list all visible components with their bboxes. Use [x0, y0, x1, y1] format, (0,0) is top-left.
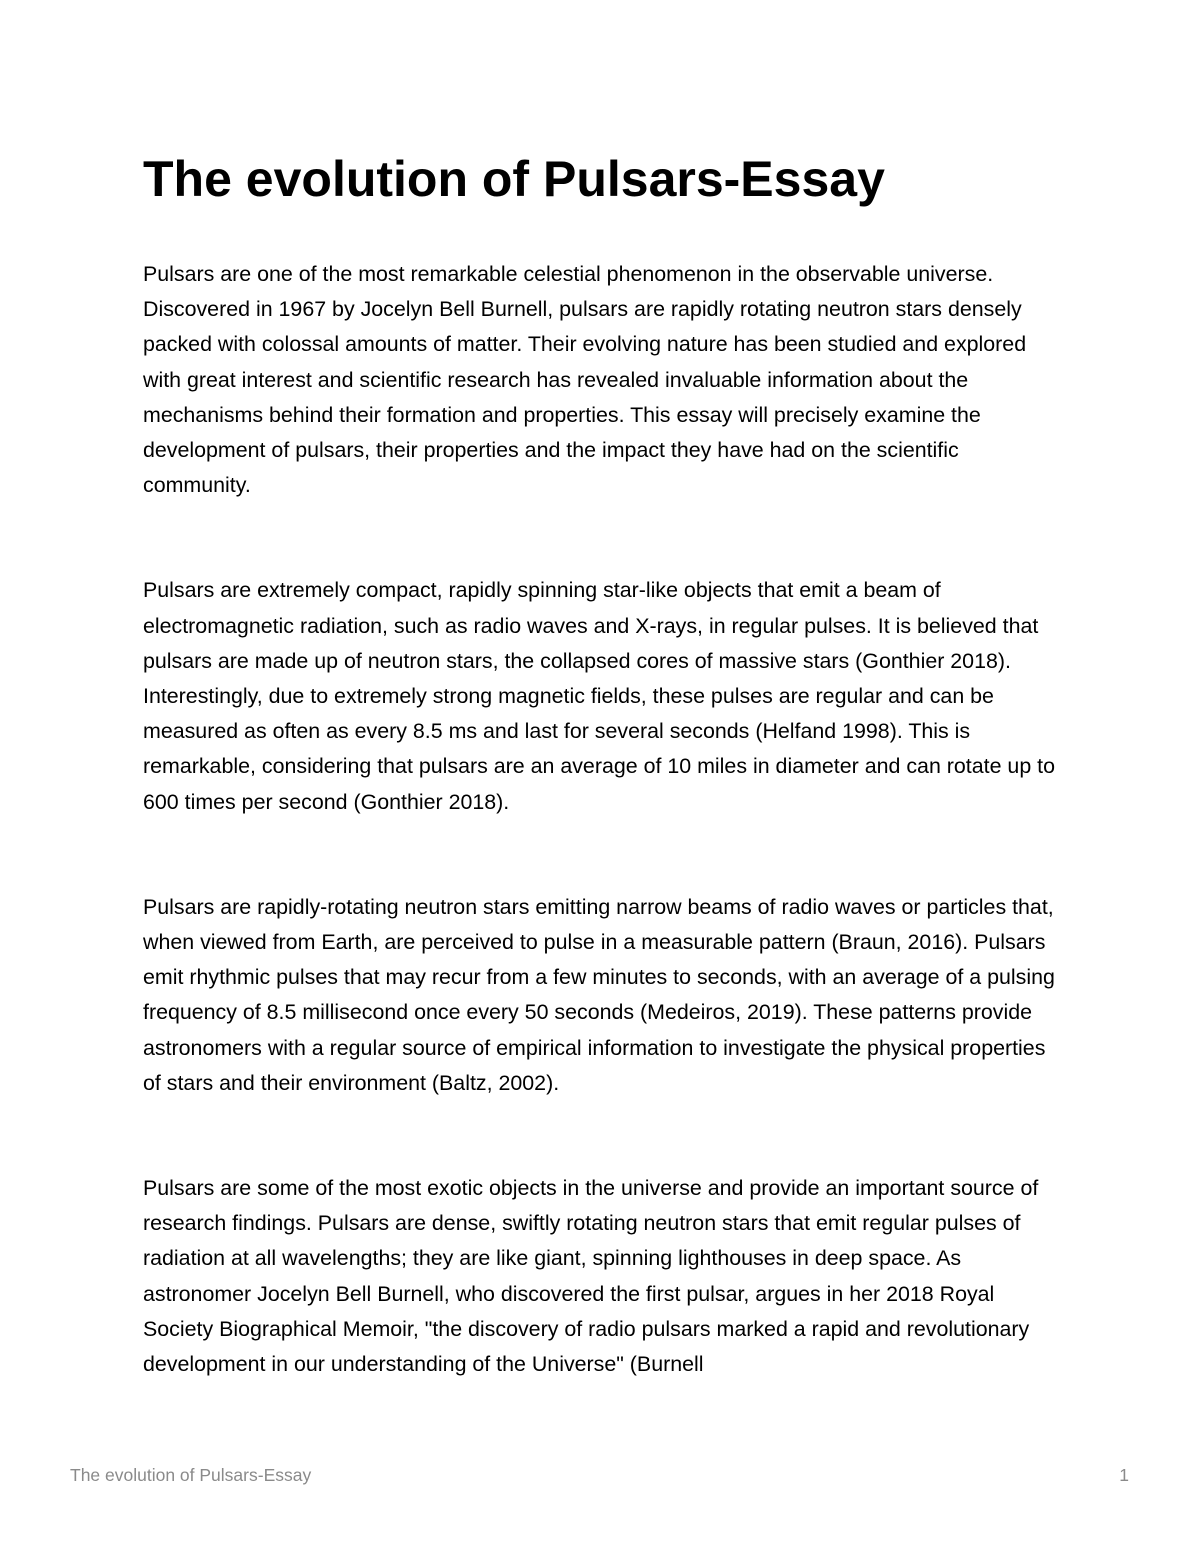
- paragraph-2: Pulsars are extremely compact, rapidly spinning star-like objects that emit a beam of electromagnetic radiation, such as radio waves and X-rays, in regular pulses. It is believed that pulsars are made up of neutron stars, the collapsed cores of massive stars (Gonthier 2018). Interestingly, due to extremely strong magnetic fields, these pulses are regular and can be measured as often as every 8.5 ms and last for several seconds (Helfand 1998). This is remarkable, considering that pulsars are an average of 10 miles in diameter and can rotate up to 600 times per second (Gonthier 2018).: [143, 578, 1055, 814]
- paragraph-1: Pulsars are one of the most remarkable celestial phenomenon in the observable universe. Discovered in 1967 by Jocelyn Bell Burnell, pulsars are rapidly rotating neutron stars densely packed with colossal amounts of matter. Their evolving nature has been studied and explored with great interest and scientific research has revealed invaluable information about the mechanisms behind their formation and properties. This essay will precisely examine the development of pulsars, their properties and the impact they have had on the scientific community.: [143, 262, 1027, 498]
- document-title: The evolution of Pulsars-Essay: [143, 151, 885, 207]
- footer-title: The evolution of Pulsars-Essay: [70, 1465, 312, 1485]
- footer-page-number: 1: [1119, 1465, 1129, 1485]
- paragraph-3: Pulsars are rapidly-rotating neutron stars emitting narrow beams of radio waves or particles that, when viewed from Earth, are perceived to pulse in a measurable pattern (Braun, 2016). Pulsars emit rhythmic pulses that may recur from a few minutes to seconds, with an average of a pulsing frequency of 8.5 millisecond once every 50 seconds (Medeiros, 2019). These patterns provide astronomers with a regular source of empirical information to investigate the physical properties of stars and their environment (Baltz, 2002).: [143, 894, 1055, 1095]
- paragraph-4: Pulsars are some of the most exotic objects in the universe and provide an important source of research findings. Pulsars are dense, swiftly rotating neutron stars that emit regular pulses of radiation at all wavelengths; they are like giant, spinning lighthouses in deep space. As astronomer Jocelyn Bell Burnell, who discovered the first pulsar, argues in her 2018 Royal Society Biographical Memoir, "the discovery of radio pulsars marked a rapid and revolutionary development in our understanding of the Universe" (Burnell: [143, 1176, 1039, 1377]
- page-footer: [70, 1465, 1130, 1491]
- document-body: [143, 148, 1068, 1382]
